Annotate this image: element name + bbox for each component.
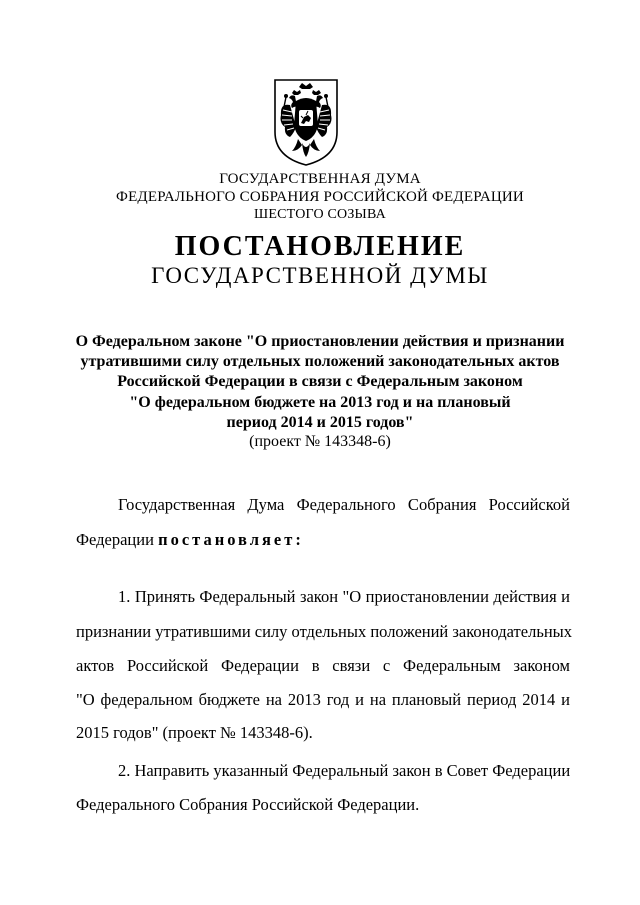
document-type-subtitle: ГОСУДАРСТВЕННОЙ ДУМЫ [151,263,489,288]
coat-of-arms-emblem [272,77,340,167]
paragraph-1-line-2: признании утратившими силу отдельных положений законодательных [76,622,573,641]
intro-line-2-text: Федерации [76,530,159,549]
subject-line-4: "О федеральном бюджете на 2013 год и на плановый [129,394,511,411]
intro-line-1: Государственная Дума Федерального Собрания Российской [118,495,570,514]
convocation-line: ШЕСТОГО СОЗЫВА [254,207,386,222]
paragraph-1-line-4: "О федеральном бюджете на 2013 год и на плановый период 2014 и [76,690,570,709]
resolves-word: постановляет: [158,530,304,549]
subject-line-3: Российской Федерации в связи с Федеральным законом [117,373,523,390]
document-type-title: ПОСТАНОВЛЕНИЕ [174,231,466,262]
paragraph-1-line-5: 2015 годов" (проект № 143348-6). [76,723,313,742]
subject-line-5: период 2014 и 2015 годов" [226,414,414,431]
paragraph-1-line-3: актов Российской Федерации в связи с Федеральным законом [76,656,570,675]
project-number: (проект № 143348-6) [249,433,391,450]
organization-line-1: ГОСУДАРСТВЕННАЯ ДУМА [219,171,421,187]
paragraph-1-line-1: 1. Принять Федеральный закон "О приостановлении действия и [118,587,570,606]
paragraph-2-line-1: 2. Направить указанный Федеральный закон в Совет Федерации [118,761,571,780]
paragraph-2-line-2: Федерального Собрания Российской Федерации. [76,795,420,814]
intro-line-2 [76,530,570,550]
organization-line-2: ФЕДЕРАЛЬНОГО СОБРАНИЯ РОССИЙСКОЙ ФЕДЕРАЦИИ [116,189,524,205]
subject-line-1: О Федеральном законе "О приостановлении действия и признании [75,333,565,350]
subject-line-2: утратившими силу отдельных положений законодательных актов [80,353,560,370]
